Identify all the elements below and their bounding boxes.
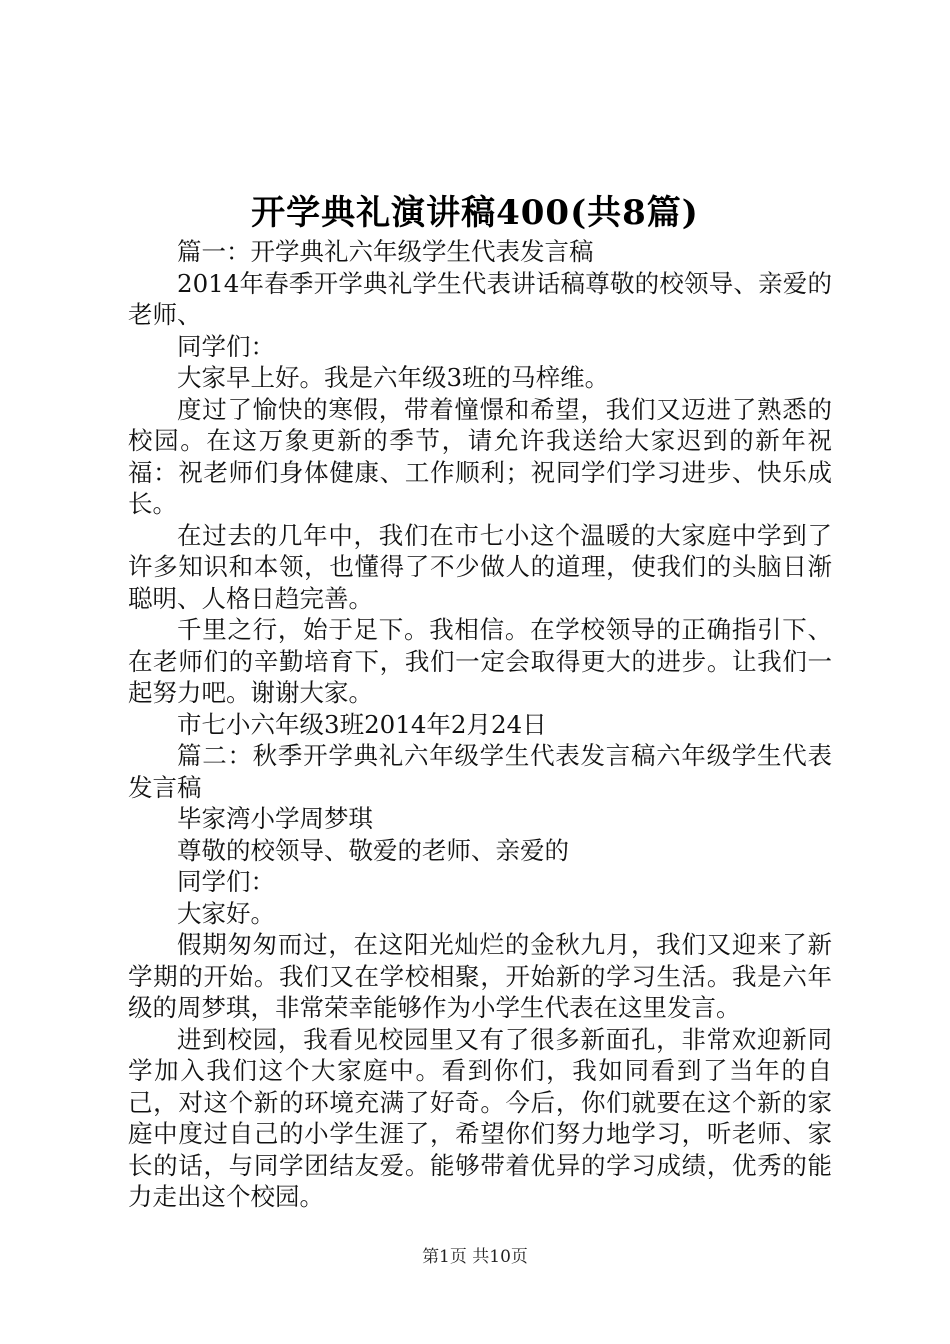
paragraph: 大家好。 (177, 898, 275, 928)
page-number: 第1页 共10页 (422, 1247, 528, 1267)
paragraph: 同学们： (177, 331, 275, 361)
document-title: 开学典礼演讲稿400(共8篇) (251, 193, 699, 233)
paragraph: 毕家湾小学周梦琪 (177, 804, 373, 833)
paragraph: 千里之行，始于足下。我相信。在学校领导的正确指引下、在老师们的辛勤培育下，我们一定会取得更大的进步。让我们一起努力吧。谢谢大家。 (128, 615, 832, 707)
paragraph: 篇二：秋季开学典礼六年级学生代表发言稿六年级学生代表发言稿 (128, 741, 832, 802)
paragraph: 度过了愉快的寒假，带着憧憬和希望，我们又迈进了熟悉的校园。在这万象更新的季节，请允许我送给大家迟到的新年祝福：祝老师们身体健康、工作顺利；祝同学们学习进步、快乐成长。 (128, 394, 832, 518)
paragraph: 在过去的几年中，我们在市七小这个温暖的大家庭中学到了许多知识和本领，也懂得了不少做人的道理，使我们的头脑日渐聪明、人格日趋完善。 (128, 520, 832, 613)
paragraph: 大家早上好。我是六年级3班的马梓维。 (177, 363, 610, 392)
paragraph: 篇一：开学典礼六年级学生代表发言稿 (177, 237, 594, 266)
paragraph: 市七小六年级3班2014年2月24日 (177, 709, 547, 739)
paragraph: 同学们： (177, 867, 275, 896)
paragraph: 进到校园，我看见校园里又有了很多新面孔，非常欢迎新同学加入我们这个大家庭中。看到你们，我如同看到了当年的自己，对这个新的环境充满了好奇。今后，你们就要在这个新的家庭中度过自己的小学生涯了，希望你们努力地学习，听老师、家长的话，与同学团结友爱。能够带着优异的学习成绩，优秀的能力走出这个校园。 (128, 1024, 832, 1211)
document-body (128, 236, 832, 1213)
paragraph: 尊敬的校领导、敬爱的老师、亲爱的 (177, 835, 569, 865)
paragraph: 2014年春季开学典礼学生代表讲话稿尊敬的校领导、亲爱的老师、 (128, 268, 832, 329)
paragraph: 假期匆匆而过，在这阳光灿烂的金秋九月，我们又迎来了新学期的开始。我们又在学校相聚，开始新的学习生活。我是六年级的周梦琪，非常荣幸能够作为小学生代表在这里发言。 (128, 930, 832, 1022)
